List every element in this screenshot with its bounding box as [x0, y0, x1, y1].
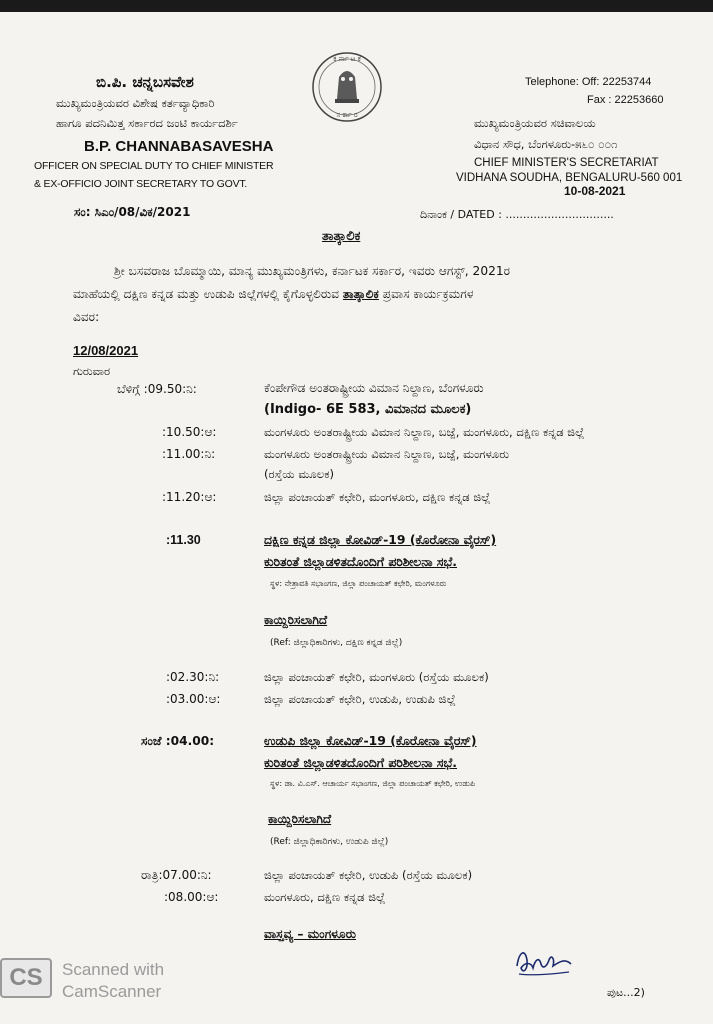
officer-name-en: B.P. CHANNABASAVESHA — [84, 138, 274, 155]
event-udupi-covid-meeting-desc: ಕುರಿತಂತೆ ಜಿಲ್ಲಾಡಳಿತದೊಂದಿಗೆ ಪರಿಶೀಲನಾ ಸಭೆ. — [264, 755, 458, 770]
office-name-en: CHIEF MINISTER'S SECRETARIAT — [474, 157, 659, 169]
event-arrive-mangaluru: ಮಂಗಳೂರು, ದಕ್ಷಿಣ ಕನ್ನಡ ಜಿಲ್ಲೆ — [264, 890, 386, 904]
page-continuation: ಪುಟ...2) — [607, 986, 645, 999]
office-name-kn: ಮುಖ್ಯಮಂತ್ರಿಯವರ ಸಚಿವಾಲಯ — [474, 116, 596, 130]
telephone-number: Telephone: Off: 22253744 — [525, 76, 652, 88]
scanner-watermark-line-1: Scanned with — [62, 960, 165, 979]
written-date: 10-08-2021 — [564, 184, 626, 198]
scanner-watermark-line-2: CamScanner — [62, 982, 162, 1001]
camscanner-logo-icon: CS — [0, 958, 52, 998]
event-arrive-mangaluru-airport: ಮಂಗಳೂರು ಅಂತರಾಷ್ಟ್ರೀಯ ವಿಮಾನ ನಿಲ್ದಾಣ, ಬಜ್ಪೆ, ಮಂಗಳೂರು, ದಕ್ಷಿಣ ಕನ್ನಡ ಜಿಲ್ಲೆ — [264, 425, 585, 439]
intro-line-3: ವಿವರ: — [73, 310, 100, 324]
time-0300: :03.00:ಆ: — [166, 692, 221, 706]
event-arrive-zp-mangaluru: ಜಿಲ್ಲಾ ಪಂಚಾಯತ್ ಕಛೇರಿ, ಮಂಗಳೂರು, ದಕ್ಷಿಣ ಕನ್ನಡ ಜಿಲ್ಲೆ — [264, 490, 491, 504]
schedule-day: ಗುರುವಾರ — [73, 364, 111, 378]
time-0800: :08.00:ಆ: — [164, 890, 219, 904]
government-seal — [309, 47, 385, 133]
event-arrive-zp-udupi: ಜಿಲ್ಲಾ ಪಂಚಾಯತ್ ಕಛೇರಿ, ಉಡುಪಿ, ಉಡುಪಿ ಜಿಲ್ಲೆ — [264, 692, 456, 706]
office-address-kn: ವಿಧಾನ ಸೌಧ, ಬೆಂಗಳೂರು-೫೬೦ ೦೦೧ — [474, 137, 618, 151]
officer-role-en-2: & EX-OFFICIO JOINT SECRETARY TO GOVT. — [34, 178, 248, 190]
officer-name-kn: ಬಿ.ಪಿ. ಚನ್ನಬಸವೇಶ — [96, 73, 194, 91]
time-0700: ರಾತ್ರಿ:07.00:ನಿ: — [141, 868, 212, 882]
seal-emblem-icon — [309, 47, 385, 133]
time-1050: :10.50:ಆ: — [162, 425, 217, 439]
event-depart-mangaluru-airport: ಮಂಗಳೂರು ಅಂತರಾಷ್ಟ್ರೀಯ ವಿಮಾನ ನಿಲ್ದಾಣ, ಬಜ್ಪೆ, ಮಂಗಳೂರು — [264, 447, 510, 461]
time-0230: :02.30:ನಿ: — [166, 670, 220, 684]
stay-location: ವಾಸ್ತವ್ಯ – ಮಂಗಳೂರು — [264, 927, 357, 941]
event-dk-ref: (Ref: ಜಿಲ್ಲಾಧಿಕಾರಿಗಳು, ದಕ್ಷಿಣ ಕನ್ನಡ ಜಿಲ್ಲೆ) — [270, 638, 403, 648]
intro-line-2: ಮಾಹೆಯಲ್ಲಿ ದಕ್ಷಿಣ ಕನ್ನಡ ಮತ್ತು ಉಡುಪಿ ಜಿಲ್ಲೆಗಳಲ್ಲಿ ಕೈಗೊಳ್ಳಲಿರುವ ತಾತ್ಕಾಲಿಕ ಪ್ರವಾಸ ಕಾರ್ಯಕ್ರಮಗಳ — [73, 287, 474, 301]
svg-text:ಸ ರ್ಕಾ ರ: ಸ ರ್ಕಾ ರ — [336, 111, 358, 119]
event-dk-covid-meeting-desc: ಕುರಿತಂತೆ ಜಿಲ್ಲಾಡಳಿತದೊಂದಿಗೆ ಪರಿಶೀಲನಾ ಸಭೆ. — [264, 554, 458, 569]
signature — [513, 940, 575, 984]
time-1120: :11.20:ಆ: — [162, 490, 217, 504]
intro-line-1: ಶ್ರೀ ಬಸವರಾಜ ಬೊಮ್ಮಾಯಿ, ಮಾನ್ಯ ಮುಖ್ಯಮಂತ್ರಿಗಳು, ಕರ್ನಾಟಕ ಸರ್ಕಾರ, ಇವರು ಆಗಸ್ಟ್, 2021ರ — [114, 264, 511, 278]
officer-role-kn-1: ಮುಖ್ಯಮಂತ್ರಿಯವರ ವಿಶೇಷ ಕರ್ತವ್ಯಾಧಿಕಾರಿ — [56, 96, 215, 110]
signature-scribble-icon — [513, 940, 575, 984]
time-0950: ಬೆಳಿಗ್ಗೆ :09.50:ನಿ: — [117, 382, 197, 396]
event-depart-zp-udupi: ಜಿಲ್ಲಾ ಪಂಚಾಯತ್ ಕಛೇರಿ, ಉಡುಪಿ (ರಸ್ತೆಯ ಮೂಲಕ) — [264, 868, 473, 882]
svg-text:ಕ ರ್ನಾ ಟ ಕ: ಕ ರ್ನಾ ಟ ಕ — [333, 55, 361, 63]
event-depart-zp-mangaluru: ಜಿಲ್ಲಾ ಪಂಚಾಯತ್ ಕಛೇರಿ, ಮಂಗಳೂರು (ರಸ್ತೆಯ ಮೂಲಕ) — [264, 670, 489, 684]
document-page — [0, 12, 713, 1024]
time-1100: :11.00:ನಿ: — [162, 447, 216, 461]
event-dk-covid-meeting: ದಕ್ಷಿಣ ಕನ್ನಡ ಜಿಲ್ಲಾ ಕೋವಿಡ್-19 (ಕೊರೋನಾ ವೈರಸ್) — [264, 532, 497, 547]
date-label: ದಿನಾಂಕ / DATED : ............................... — [420, 208, 614, 221]
time-1130: :11.30 — [166, 533, 201, 547]
officer-role-kn-2: ಹಾಗೂ ಪದನಿಮಿತ್ತ ಸರ್ಕಾರದ ಜಂಟಿ ಕಾರ್ಯದರ್ಶಿ — [56, 116, 238, 130]
event-by-road-1: (ರಸ್ತೆಯ ಮೂಲಕ) — [264, 467, 335, 481]
fax-number: Fax : 22253660 — [587, 94, 664, 106]
event-udupi-covid-meeting: ಉಡುಪಿ ಜಿಲ್ಲಾ ಕೋವಿಡ್-19 (ಕೊರೋನಾ ವೈರಸ್) — [264, 733, 477, 748]
event-dk-venue: ಸ್ಥಳ: ನೇತ್ರಾವತಿ ಸಭಾಂಗಣ, ಜಿಲ್ಲಾ ಪಂಚಾಯತ್ ಕಛೇರಿ, ಮಂಗಳೂರು — [270, 579, 447, 588]
event-udupi-reserved: ಕಾಯ್ದಿರಿಸಲಾಗಿದೆ — [268, 812, 332, 826]
time-0400: ಸಂಜೆ :04.00: — [141, 734, 215, 748]
event-dk-reserved: ಕಾಯ್ದಿರಿಸಲಾಗಿದೆ — [264, 613, 328, 627]
schedule-date: 12/08/2021 — [73, 343, 139, 358]
event-udupi-venue: ಸ್ಥಳ: ಡಾ. ವಿ.ಎಸ್. ಆಚಾರ್ಯ ಸಭಾಂಗಣ, ಜಿಲ್ಲಾ ಪಂಚಾಯತ್ ಕಛೇರಿ, ಉಡುಪಿ — [270, 779, 476, 788]
event-flight-details: (Indigo- 6E 583, ವಿಮಾನದ ಮೂಲಕ) — [264, 402, 472, 417]
office-address-en: VIDHANA SOUDHA, BENGALURU-560 001 — [456, 172, 683, 184]
event-udupi-ref: (Ref: ಜಿಲ್ಲಾಧಿಕಾರಿಗಳು, ಉಡುಪಿ ಜಿಲ್ಲೆ) — [270, 837, 389, 847]
reference-number: ಸಂ: ಸಿಎಂ/08/ವಿಕ/2021 — [74, 205, 191, 219]
document-title: ತಾತ್ಕಾಲಿಕ — [322, 229, 361, 244]
event-depart-bengaluru: ಕೆಂಪೇಗೌಡ ಅಂತರಾಷ್ಟ್ರೀಯ ವಿಮಾನ ನಿಲ್ದಾಣ, ಬೆಂಗಳೂರು — [264, 381, 484, 395]
officer-role-en-1: OFFICER ON SPECIAL DUTY TO CHIEF MINISTER — [34, 160, 274, 172]
